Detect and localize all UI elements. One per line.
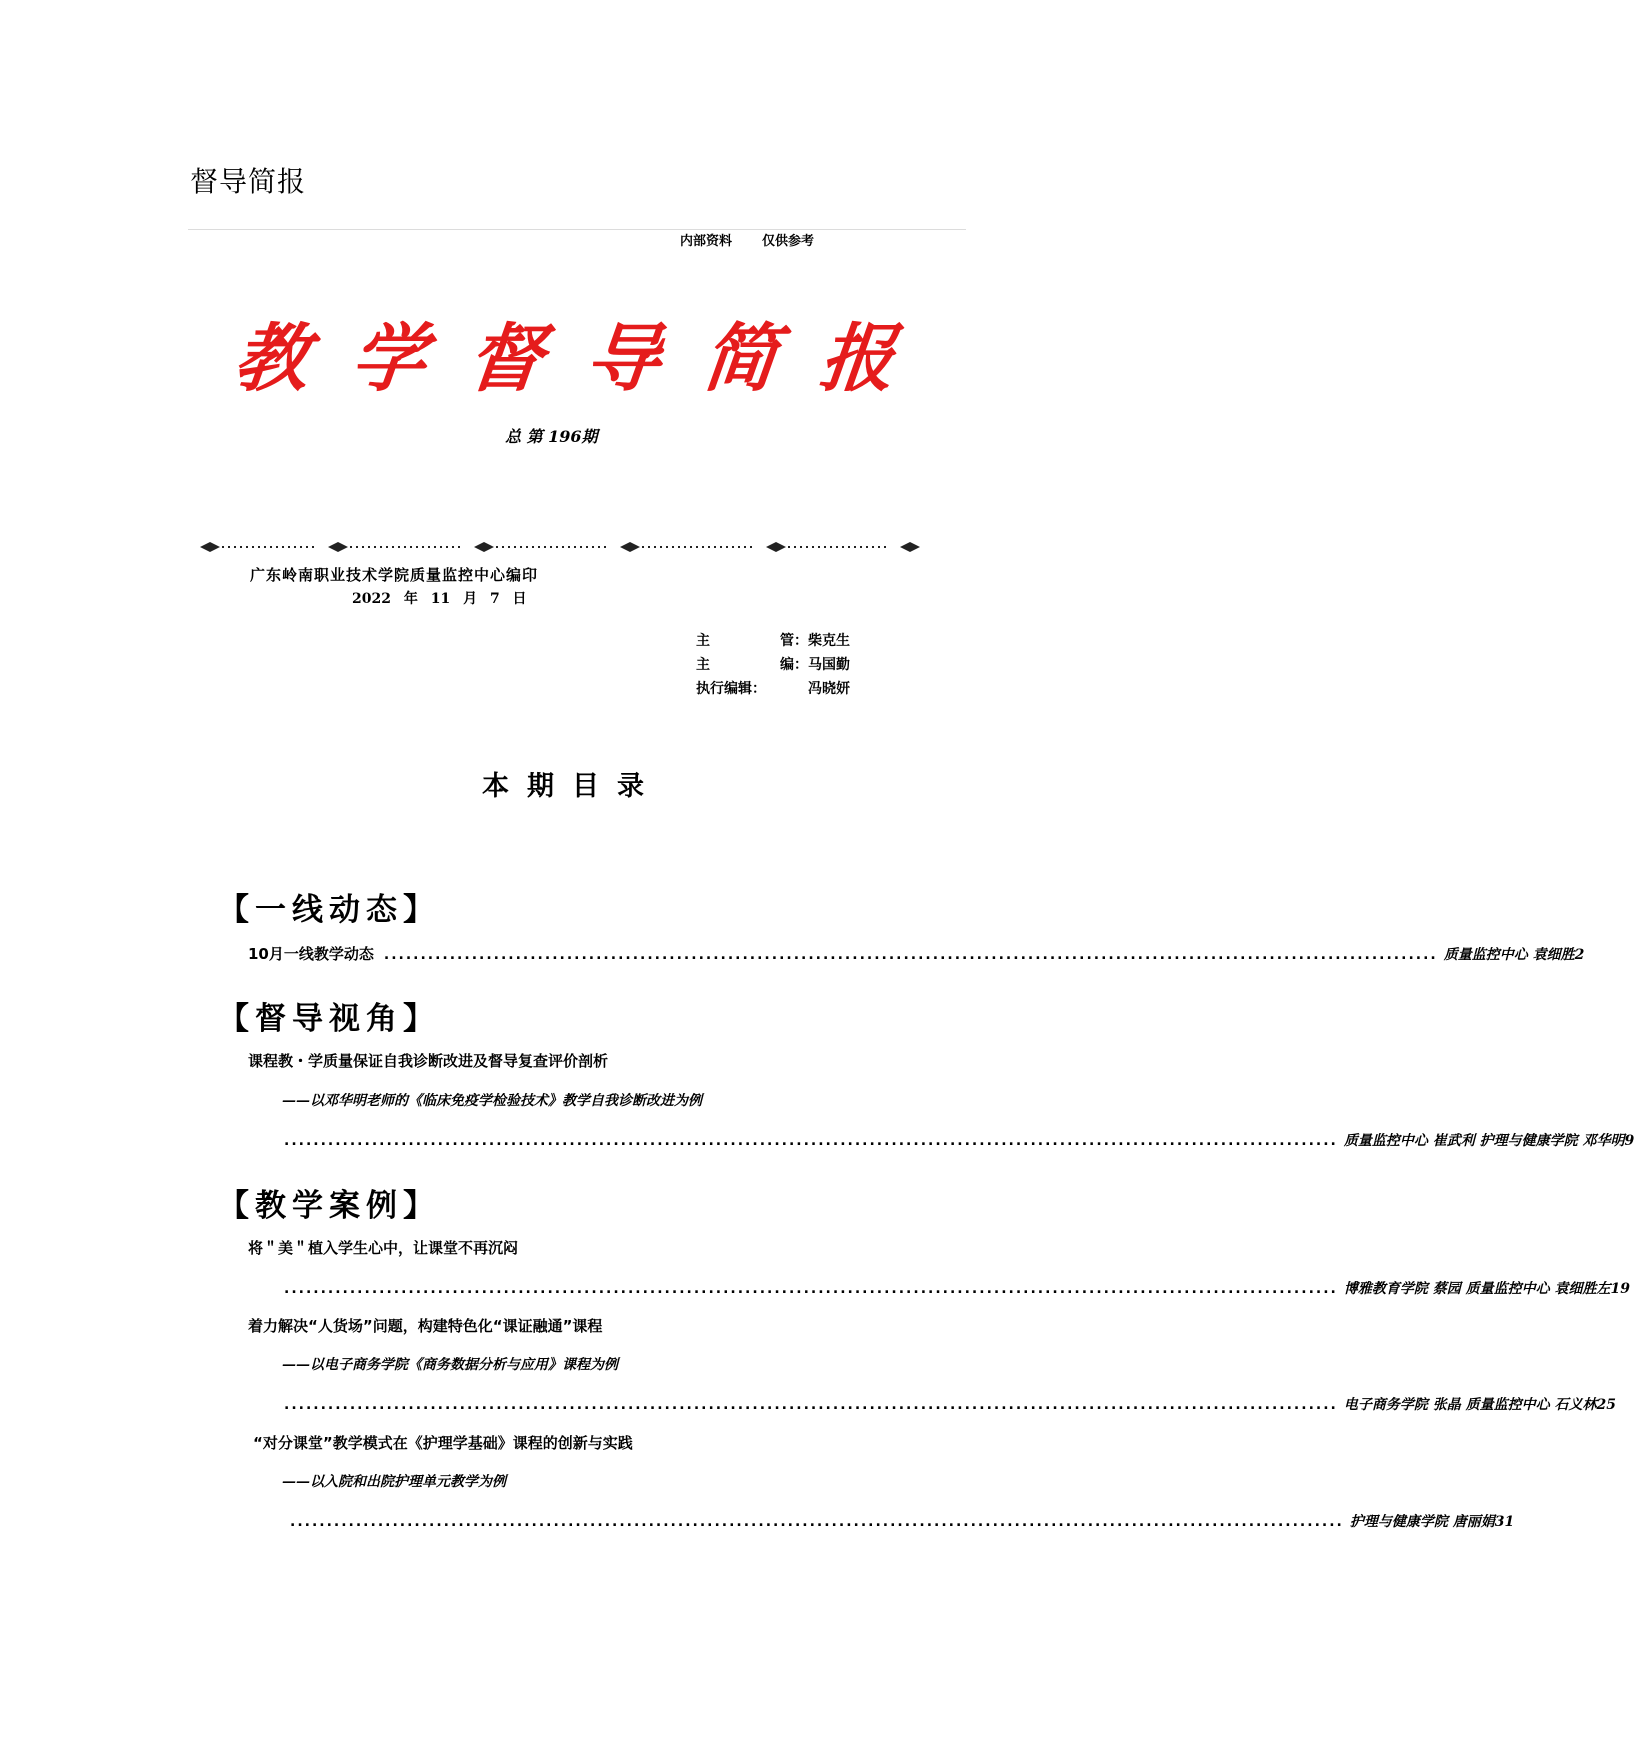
- diamond-icon: [474, 542, 494, 552]
- staff-row-supervisor: 主 管： 柴克生: [696, 630, 850, 650]
- toc-title: 本期目录: [482, 771, 662, 802]
- document-title: 督导简报: [190, 165, 307, 198]
- entry-authors: 电子商务学院 张晶 质量监控中心 石义林25: [1343, 1397, 1616, 1413]
- entry-authors: 质量监控中心 袁细胜2: [1443, 947, 1585, 963]
- diamond-icon: [620, 542, 640, 552]
- masthead-title: [229, 300, 900, 406]
- diamond-icon: [200, 542, 220, 552]
- entry-title[interactable]: 将＂美＂植入学生心中，让课堂不再沉闷: [248, 1239, 519, 1257]
- staff-row-editor: 主 编： 马国勤: [696, 654, 850, 674]
- entry-authors: 质量监控中心 崔武利 护理与健康学院 邓华明9: [1343, 1133, 1634, 1149]
- staff-name: 冯晓妍: [808, 681, 850, 697]
- entry-subtitle: ——以电子商务学院《商务数据分析与应用》课程为例: [282, 1357, 618, 1373]
- entry-subtitle: ——以入院和出院护理单元教学为例: [282, 1474, 506, 1490]
- toc-entry-leader: [284, 1130, 1634, 1150]
- diamond-icon: [766, 542, 786, 552]
- entry-authors: 博雅教育学院 蔡园 质量监控中心 袁细胜左19: [1343, 1281, 1630, 1297]
- dot-leader: ................................................................................................................................................: [290, 1514, 1344, 1530]
- diamond-icon: [328, 542, 348, 552]
- diamond-divider: [200, 536, 920, 558]
- section-heading: 【一线动态】: [218, 892, 440, 928]
- issue-number: 总 第 196期: [505, 427, 598, 446]
- staff-row-exec-editor: 执行编辑： 冯晓妍: [696, 678, 850, 698]
- section-heading: 【督导视角】: [218, 1001, 440, 1037]
- publication-date: 2022 年 11 月 7 日: [352, 591, 527, 607]
- entry-title: 10月一线教学动态: [248, 945, 374, 963]
- masthead-char: 督: [464, 316, 548, 402]
- toc-entry[interactable]: [248, 943, 1585, 964]
- masthead-char: 教: [229, 316, 313, 402]
- staff-name: 柴克生: [808, 633, 850, 649]
- entry-authors: 护理与健康学院 唐丽娟31: [1349, 1514, 1515, 1530]
- dot-leader: ................................................................................................................................................: [284, 1133, 1338, 1149]
- entry-title[interactable]: 课程教・学质量保证自我诊断改进及督导复查评价剖析: [248, 1052, 609, 1070]
- internal-note: [680, 230, 844, 249]
- diamond-icon: [900, 542, 920, 552]
- dot-leader: ................................................................................................................................................: [284, 1397, 1338, 1413]
- masthead-char: 报: [815, 316, 899, 402]
- internal-note-1: 内部资料: [680, 234, 733, 249]
- masthead-char: 导: [581, 316, 665, 402]
- internal-note-2: 仅供参考: [762, 234, 815, 249]
- masthead-char: 简: [698, 316, 782, 402]
- entry-title[interactable]: “对分课堂”教学模式在《护理学基础》课程的创新与实践: [253, 1434, 633, 1452]
- toc-entry-leader: [290, 1511, 1515, 1531]
- publisher: 广东岭南职业技术学院质量监控中心编印: [250, 566, 539, 584]
- entry-subtitle: ——以邓华明老师的《临床免疫学检验技术》教学自我诊断改进为例: [282, 1093, 702, 1109]
- entry-title[interactable]: 着力解决“人货场”问题，构建特色化“课证融通”课程: [248, 1317, 603, 1335]
- dot-leader: ................................................................................................................................................: [383, 947, 1438, 963]
- toc-entry-leader: [284, 1278, 1630, 1298]
- dot-leader: ................................................................................................................................................: [284, 1281, 1338, 1297]
- masthead-char: 学: [347, 316, 431, 402]
- staff-name: 马国勤: [808, 657, 850, 673]
- section-heading: 【教学案例】: [218, 1188, 440, 1224]
- toc-entry-leader: [284, 1394, 1616, 1414]
- top-divider: [188, 229, 966, 230]
